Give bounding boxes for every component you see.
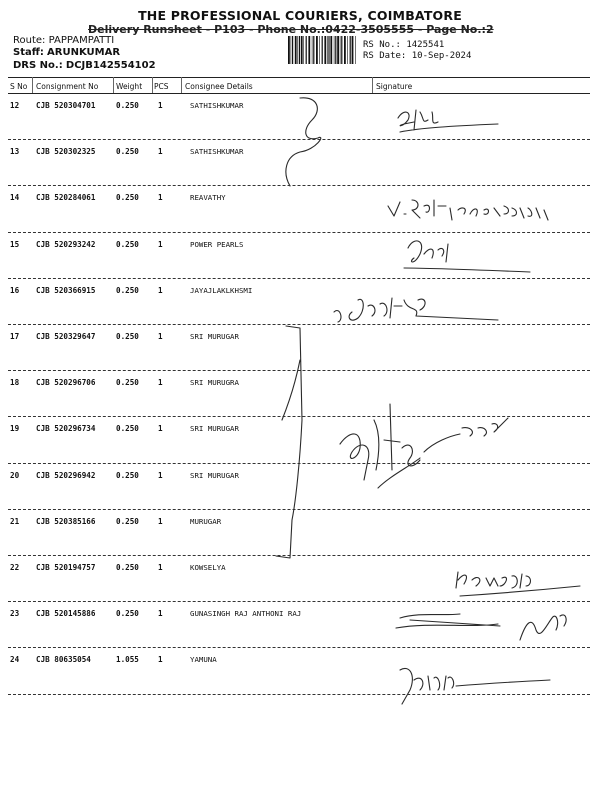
bracket-sri-murugar — [276, 326, 302, 558]
row-weight: 0.250 — [116, 516, 139, 526]
row-pcs: 1 — [158, 470, 163, 480]
staff-value: ARUNKUMAR — [47, 47, 121, 58]
row-consignee: SATHISHKUMAR — [190, 101, 244, 110]
barcode-bar — [350, 36, 351, 64]
row-pcs: 1 — [158, 147, 163, 157]
row-divider — [8, 139, 590, 140]
row-weight: 0.250 — [116, 239, 139, 249]
row-consignment-no: CJB 520304701 — [36, 101, 96, 110]
row-weight: 0.250 — [116, 332, 139, 341]
barcode-bar — [308, 36, 310, 64]
barcode-bar — [330, 36, 332, 64]
barcode-bar — [322, 36, 323, 64]
row-weight: 0.250 — [116, 563, 139, 572]
col-header-weight: Weight — [116, 82, 143, 91]
row-pcs: 1 — [158, 516, 163, 526]
row-divider — [8, 232, 590, 233]
barcode-bar — [297, 36, 298, 64]
row-sno: 21 — [10, 516, 20, 526]
row-divider — [8, 278, 590, 279]
row-consignment-no: CJB 520194757 — [36, 563, 96, 572]
col-divider — [181, 77, 182, 93]
row-weight: 1.055 — [116, 655, 139, 665]
row-consignment-no: CJB 520329647 — [36, 332, 96, 341]
col-divider — [372, 77, 373, 93]
signature-murugar — [340, 404, 420, 480]
barcode-bar — [324, 36, 326, 64]
signature-sathi — [398, 110, 498, 132]
barcode — [288, 36, 356, 64]
row-sno: 16 — [10, 285, 20, 295]
rs-number: RS No.: 1425541 — [363, 40, 445, 50]
row-pcs: 1 — [158, 332, 163, 341]
bracket-scribble — [286, 98, 321, 186]
signature-pearls — [404, 241, 530, 272]
col-divider — [32, 77, 33, 93]
row-sno: 20 — [10, 470, 20, 480]
row-sno: 22 — [10, 563, 20, 572]
row-consignee: SRI MURUGAR — [190, 424, 239, 434]
barcode-bar — [355, 36, 356, 64]
col-header-sno: S No — [10, 82, 28, 91]
barcode-bar — [328, 36, 329, 64]
row-weight: 0.250 — [116, 193, 139, 203]
signature-rathi — [388, 200, 452, 220]
row-divider — [8, 324, 590, 325]
row-divider — [8, 601, 590, 602]
row-weight: 0.250 — [116, 101, 139, 110]
row-weight: 0.250 — [116, 147, 139, 157]
row-sno: 14 — [10, 193, 20, 203]
barcode-bar — [291, 36, 292, 64]
drs-label: DRS No.: — [13, 60, 63, 71]
row-consignment-no: CJB 520293242 — [36, 239, 96, 249]
row-pcs: 1 — [158, 424, 163, 434]
barcode-bar — [299, 36, 300, 64]
row-consignee: JAYAJLAKLKHSMI — [190, 285, 253, 295]
row-consignee: GUNASINGH RAJ ANTHONI RAJ — [190, 609, 302, 619]
col-header-consignment: Consignment No — [36, 82, 99, 91]
row-consignment-no: CJB 520302325 — [36, 147, 96, 157]
barcode-bar — [301, 36, 303, 64]
table-header-rule — [8, 93, 590, 94]
runsheet-subtitle: Delivery Runsheet - P103 - Phone No.:0422-3505555 - Page No.:2 — [88, 23, 494, 36]
row-sno: 24 — [10, 655, 20, 665]
barcode-bar — [352, 36, 354, 64]
signature-kowsalya — [456, 572, 580, 596]
rs-date: RS Date: 10-Sep-2024 — [363, 51, 472, 61]
row-consignment-no: CJB 520296734 — [36, 424, 96, 434]
row-divider — [8, 463, 590, 464]
row-consignee: POWER PEARLS — [190, 239, 244, 249]
row-consignee: MURUGAR — [190, 516, 222, 526]
col-divider — [152, 77, 153, 93]
row-weight: 0.250 — [116, 424, 139, 434]
row-consignment-no: CJB 520385166 — [36, 516, 96, 526]
row-divider — [8, 647, 590, 648]
row-sno: 13 — [10, 147, 20, 157]
row-weight: 0.250 — [116, 285, 139, 295]
row-consignee: KOWSELYA — [190, 563, 226, 572]
row-pcs: 1 — [158, 563, 163, 572]
barcode-bar — [295, 36, 297, 64]
route-line — [13, 35, 114, 46]
row-consignment-no: CJB 520284061 — [36, 193, 96, 203]
row-pcs: 1 — [158, 285, 163, 295]
col-header-consignee: Consignee Details — [185, 82, 253, 91]
signature-jayalakshmi — [349, 298, 498, 320]
barcode-bar — [316, 36, 318, 64]
row-consignee: SRI MURUGAR — [190, 470, 239, 480]
row-divider — [8, 509, 590, 510]
row-weight: 0.250 — [116, 470, 139, 480]
staff-label: Staff: — [13, 47, 44, 58]
barcode-bar — [344, 36, 346, 64]
col-header-pcs: PCS — [154, 82, 169, 91]
drs-value: DCJB142554102 — [65, 60, 156, 71]
barcode-bar — [303, 36, 304, 64]
row-divider — [8, 694, 590, 695]
barcode-bar — [337, 36, 339, 64]
signature-yamuna — [400, 668, 550, 704]
drs-line — [13, 60, 156, 71]
row-consignment-no: CJB 520366915 — [36, 285, 96, 295]
barcode-bar — [292, 36, 293, 64]
route-value: PAPPAMPATTI — [48, 35, 115, 46]
col-divider — [113, 77, 114, 93]
row-consignee: SRI MURUGAR — [190, 332, 239, 341]
row-weight: 0.250 — [116, 609, 139, 619]
row-sno: 18 — [10, 378, 20, 388]
row-consignment-no: CJB 520145886 — [36, 609, 96, 619]
row-sno: 19 — [10, 424, 20, 434]
row-divider — [8, 555, 590, 556]
barcode-bar — [340, 36, 341, 64]
row-sno: 15 — [10, 239, 20, 249]
row-divider — [8, 185, 590, 186]
row-pcs: 1 — [158, 193, 163, 203]
barcode-bar — [335, 36, 336, 64]
row-pcs: 1 — [158, 239, 163, 249]
row-pcs: 1 — [158, 378, 163, 388]
row-sno: 17 — [10, 332, 20, 341]
row-consignment-no: CJB 520296706 — [36, 378, 96, 388]
row-pcs: 1 — [158, 101, 163, 110]
table-top-rule — [8, 77, 590, 78]
barcode-bar — [319, 36, 320, 64]
row-consignee: YAMUNA — [190, 655, 217, 665]
route-label: Route: — [13, 35, 46, 46]
barcode-bar — [347, 36, 348, 64]
row-weight: 0.250 — [116, 378, 139, 388]
signature-gunasingh — [396, 614, 566, 640]
row-divider — [8, 370, 590, 371]
document-title: THE PROFESSIONAL COURIERS, COIMBATORE — [138, 8, 462, 23]
barcode-bar — [313, 36, 314, 64]
row-sno: 12 — [10, 101, 20, 110]
row-pcs: 1 — [158, 655, 163, 665]
row-consignment-no: CJB 80635054 — [36, 655, 91, 665]
barcode-bar — [288, 36, 290, 64]
staff-line — [13, 47, 120, 58]
col-header-signature: Signature — [376, 82, 413, 91]
barcode-bar — [327, 36, 328, 64]
barcode-bar — [306, 36, 307, 64]
barcode-bar — [341, 36, 342, 64]
row-sno: 23 — [10, 609, 20, 619]
row-consignment-no: CJB 520296942 — [36, 470, 96, 480]
barcode-bar — [312, 36, 313, 64]
barcode-bar — [334, 36, 335, 64]
row-pcs: 1 — [158, 609, 163, 619]
row-consignee: SRI MURUGRA — [190, 378, 239, 388]
row-divider — [8, 416, 590, 417]
row-consignee: SATHISHKUMAR — [190, 147, 244, 157]
row-consignee: REAVATHY — [190, 193, 226, 203]
